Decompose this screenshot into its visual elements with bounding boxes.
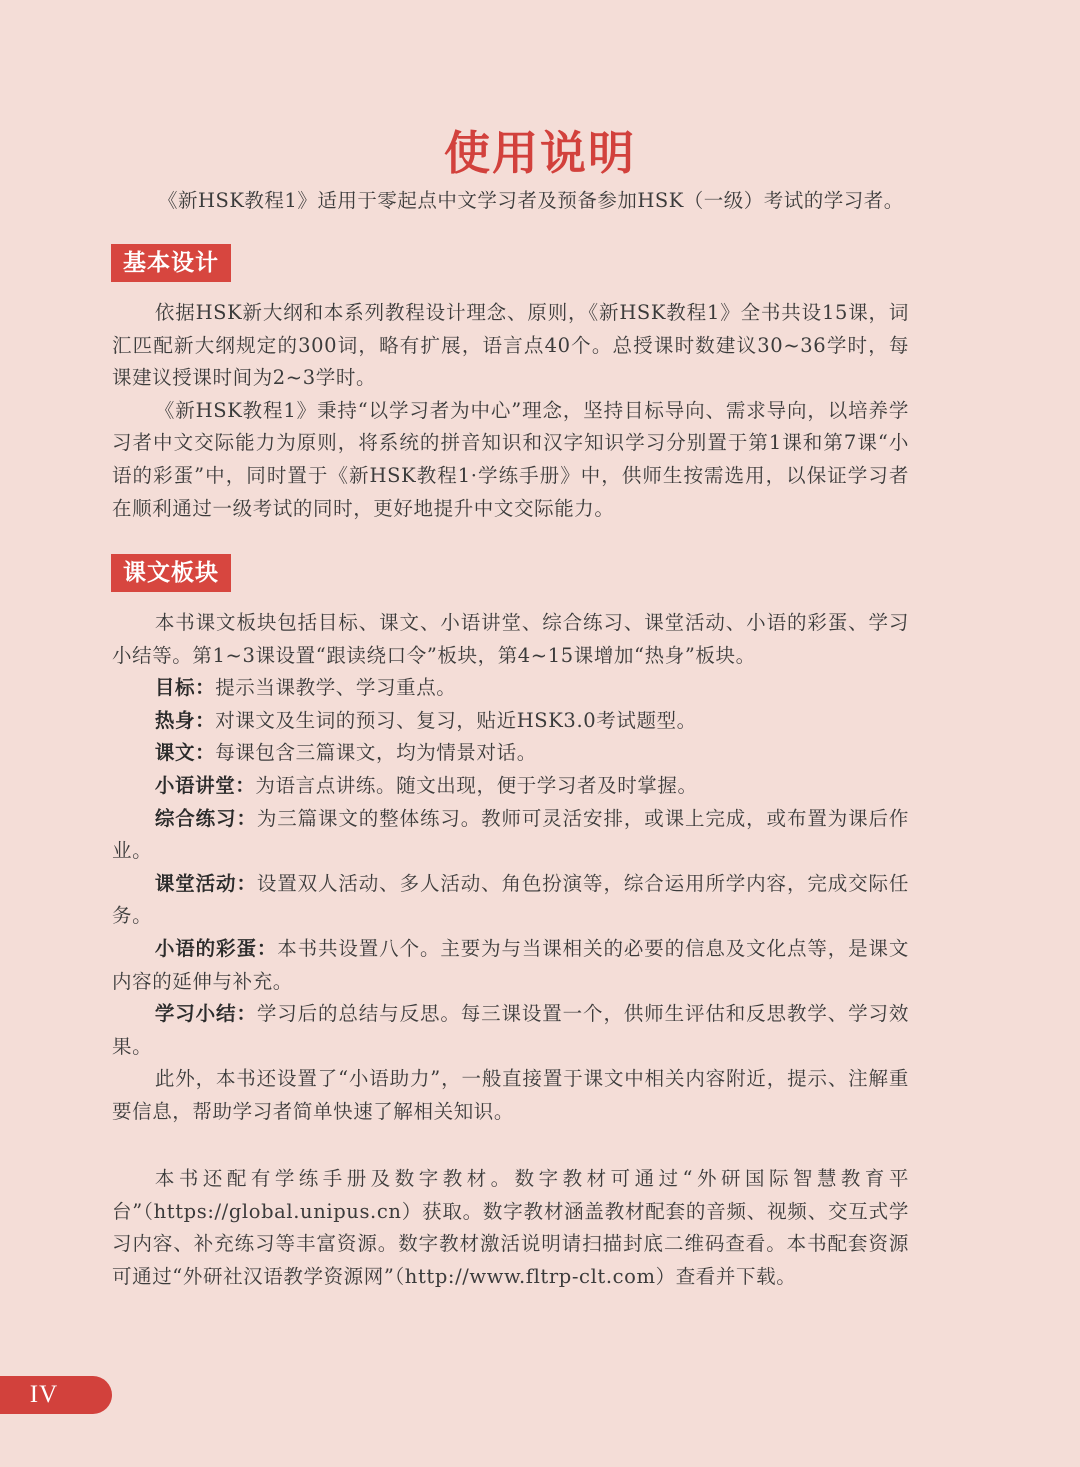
- text-module-intro: 本书课文板块包括目标、课文、小语讲堂、综合练习、课堂活动、小语的彩蛋、学习小结等。第1~3课设置“跟读绕口令”板块，第4~15课增加“热身”板块。: [112, 611, 909, 667]
- item-description: 设置双人活动、多人活动、角色扮演等，综合运用所学内容，完成交际任务。: [112, 871, 909, 928]
- intro-paragraph: 《新HSK教程1》适用于零起点中文学习者及预备参加HSK（一级）考试的学习者。: [158, 189, 904, 212]
- item-term: 学习小结：: [154, 1002, 257, 1026]
- item-description: 每课包含三篇课文，均为情景对话。: [215, 741, 537, 765]
- item-description: 学习后的总结与反思。每三课设置一个，供师生评估和反思教学、学习效果。: [112, 1002, 909, 1058]
- list-item: [112, 933, 909, 998]
- list-item: [112, 770, 909, 803]
- item-description: 为语言点讲练。随文出现，便于学习者及时掌握。: [255, 773, 698, 797]
- item-term: 课堂活动：: [154, 871, 257, 895]
- list-item: [112, 737, 909, 770]
- list-item: [112, 705, 909, 738]
- page-number-tab: [0, 1376, 112, 1414]
- section-resources-body: [112, 1163, 909, 1293]
- section-design-body: [112, 297, 909, 525]
- item-description: 提示当课教学、学习重点。: [215, 676, 457, 700]
- item-term: 小语讲堂：: [154, 773, 256, 797]
- design-paragraph: 依据HSK新大纲和本系列教程设计理念、原则，《新HSK教程1》全书共设15课，词汇匹配新大纲规定的300词，略有扩展，语言点40个。总授课时数建议30~36学时，每课建议授课时间为2~3学时。: [112, 301, 909, 390]
- page-number: IV: [29, 1381, 59, 1408]
- list-item: [112, 868, 909, 933]
- item-term: 综合练习：: [154, 806, 257, 830]
- section-heading-design: 基本设计: [111, 244, 231, 282]
- item-description: 为三篇课文的整体练习。教师可灵活安排，或课上完成，或布置为课后作业。: [112, 806, 909, 863]
- item-term: 热身：: [154, 708, 216, 732]
- list-item: [112, 998, 909, 1063]
- section-text-module-body: [112, 607, 909, 1129]
- text-module-outro: 此外，本书还设置了“小语助力”，一般直接置于课文中相关内容附近，提示、注解重要信息，帮助学习者简单快速了解相关知识。: [112, 1067, 909, 1123]
- design-paragraph: 《新HSK教程1》秉持“以学习者为中心”理念，坚持目标导向、需求导向，以培养学习者中文交际能力为原则，将系统的拼音知识和汉字知识学习分别置于第1课和第7课“小语的彩蛋”中，同时置于《新HSK教程1·学练手册》中，供师生按需选用，以保证学习者在顺利通过一级考试的同时，更好地提升中文交际能力。: [112, 398, 909, 520]
- list-item: [112, 803, 909, 868]
- item-term: 目标：: [154, 676, 216, 700]
- item-description: 对课文及生词的预习、复习，贴近HSK3.0考试题型。: [215, 708, 697, 732]
- section-heading-text-module: 课文板块: [111, 554, 231, 592]
- item-term: 课文：: [154, 741, 216, 765]
- item-term: 小语的彩蛋：: [154, 936, 278, 960]
- page-title: 使用说明: [444, 125, 636, 180]
- item-description: 本书共设置八个。主要为与当课相关的必要的信息及文化点等，是课文内容的延伸与补充。: [112, 936, 909, 993]
- resources-paragraph: 本书还配有学练手册及数字教材。数字教材可通过“外研国际智慧教育平台”（https://global.unipus.cn）获取。数字教材涵盖教材配套的音频、视频、交互式学习内容、补充练习等丰富资源。数字教材激活说明请扫描封底二维码查看。本书配套资源可通过“外研社汉语教学资源网”（http://www.fltrp-clt.com）查看并下载。: [112, 1167, 909, 1288]
- list-item: [112, 672, 909, 705]
